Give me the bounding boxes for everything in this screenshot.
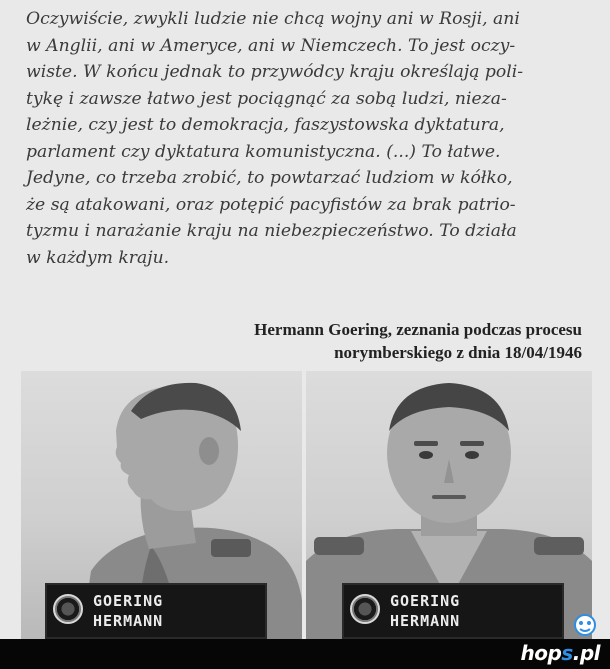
seal-icon (53, 594, 83, 624)
plate-surname: GOERING (390, 592, 461, 610)
quote-line: wiste. W końcu jednak to przywódcy kraju określają poli- (26, 62, 524, 82)
quote-line: że są atakowani, oraz potępić pacyfistów za brak patrio- (26, 194, 516, 215)
nameplate-left (45, 583, 267, 639)
plate-firstname: HERMANN (93, 612, 164, 630)
attribution (254, 318, 582, 364)
quote-line: tyzmu i narażanie kraju na niebezpieczeństwo. To działa (26, 221, 517, 241)
quote-text (26, 6, 586, 271)
attribution-line-1: Hermann Goering, zeznania podczas procesu (254, 320, 582, 339)
attribution-line-2: norymberskiego z dnia 18/04/1946 (334, 343, 582, 362)
mugshot-profile-photo (21, 371, 302, 639)
quote-line: parlament czy dyktatura komunistyczna. (...) To łatwe. (26, 141, 501, 162)
plate-firstname: HERMANN (390, 612, 461, 630)
quote-line: Oczywiście, zwykli ludzie nie chcą wojny ani w Rosji, ani (26, 9, 520, 29)
quote-line: tykę i zawsze łatwo jest pociągnąć za sobą ludzi, nieza- (26, 88, 507, 109)
plate-surname: GOERING (93, 592, 164, 610)
seal-icon (350, 594, 380, 624)
bottom-bar (0, 639, 610, 669)
quote-line: w każdym kraju. (26, 247, 170, 268)
mugshot-frontal-photo (306, 371, 592, 639)
quote-line: w Anglii, ani w Ameryce, ani w Niemczech. To jest oczy- (26, 35, 516, 56)
site-watermark[interactable]: hops.pl (520, 641, 600, 665)
quote-line: Jedyne, co trzeba zrobić, to powtarzać ludziom w kółko, (26, 168, 513, 188)
nameplate-right (342, 583, 564, 639)
quote-line: leżnie, czy jest to demokracja, faszystowska dyktatura, (26, 115, 505, 135)
